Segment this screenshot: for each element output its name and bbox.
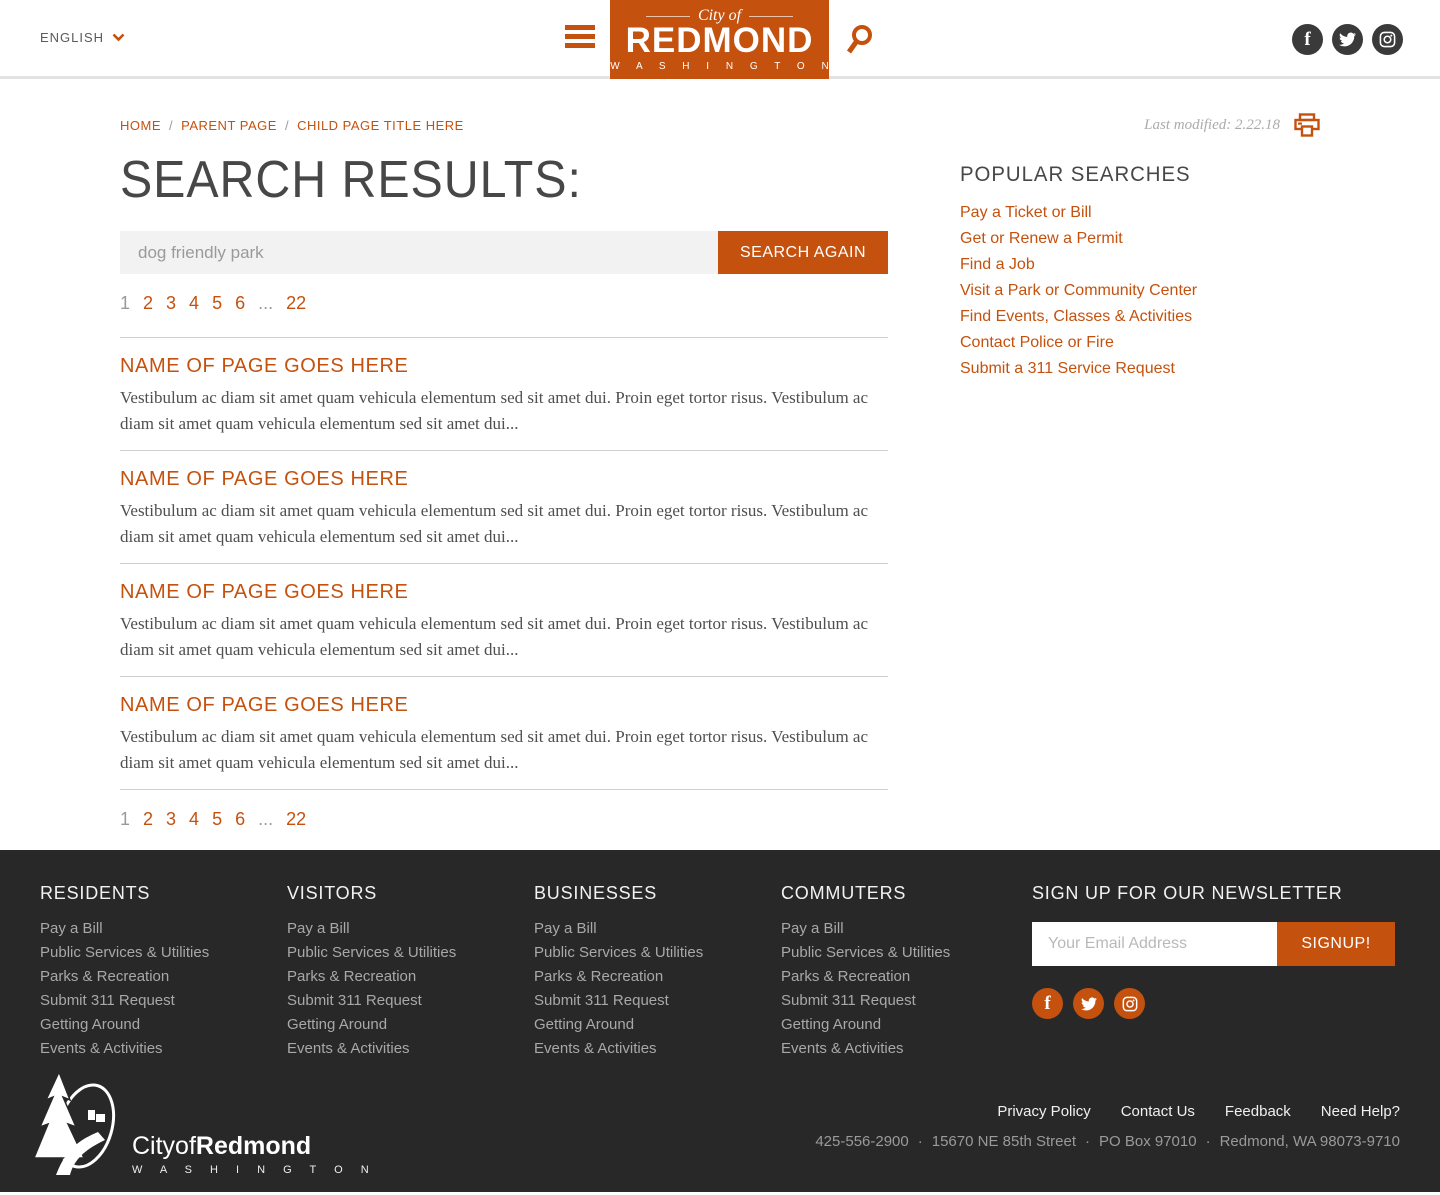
newsletter-signup-button[interactable]: SIGNUP! xyxy=(1277,922,1395,966)
footer-column xyxy=(781,883,1028,1061)
result-title-link[interactable]: NAME OF PAGE GOES HERE xyxy=(120,694,409,716)
footer-logo xyxy=(26,1072,376,1176)
instagram-icon[interactable] xyxy=(1372,24,1403,55)
footer-utility-link[interactable]: Feedback xyxy=(1224,1103,1291,1120)
result-item xyxy=(120,451,888,564)
footer-contact-info xyxy=(815,1133,1400,1150)
main-area xyxy=(0,79,1440,850)
footer-utility-links xyxy=(997,1103,1400,1120)
popular-search-link[interactable]: Find Events, Classes & Activities xyxy=(960,308,1193,325)
page-ellipsis: ... xyxy=(258,293,274,313)
chevron-down-icon xyxy=(112,33,125,42)
contact-separator: · xyxy=(1205,1133,1211,1150)
popular-searches-title: POPULAR SEARCHES xyxy=(960,163,1191,186)
results-list xyxy=(120,338,888,790)
search-input[interactable] xyxy=(120,231,718,274)
footer-column-title: RESIDENTS xyxy=(40,883,151,903)
footer-logo-redmond: Redmond xyxy=(195,1132,312,1160)
contact-item: 15670 NE 85th Street xyxy=(931,1133,1077,1150)
footer-link[interactable]: Submit 311 Request xyxy=(781,992,916,1009)
facebook-icon[interactable]: f xyxy=(1292,24,1323,55)
header-social-links xyxy=(1292,24,1403,55)
footer-column-title: VISITORS xyxy=(287,883,378,903)
footer-link[interactable]: Getting Around xyxy=(534,1016,635,1033)
contact-item: Redmond, WA 98073-9710 xyxy=(1219,1133,1400,1150)
language-selector[interactable] xyxy=(40,30,125,45)
footer-link[interactable]: Parks & Recreation xyxy=(781,968,911,985)
footer-logo-state: W A S H I N G T O N xyxy=(132,1164,377,1176)
footer-column-title: COMMUTERS xyxy=(781,883,907,903)
page-link[interactable]: 2 xyxy=(143,809,154,829)
result-snippet: Vestibulum ac diam sit amet quam vehicula elementum sed sit amet dui. Proin eget tortor risus. Vestibulum ac diam sit amet quam vehicula elementum sed sit amet dui... xyxy=(120,388,869,433)
footer-utility-link[interactable]: Privacy Policy xyxy=(997,1103,1091,1120)
page-ellipsis: ... xyxy=(258,809,274,829)
footer-column xyxy=(534,883,781,1061)
footer-logo-cityof: Cityof xyxy=(132,1132,196,1160)
twitter-icon[interactable] xyxy=(1073,988,1104,1019)
result-item xyxy=(120,677,888,790)
footer-link[interactable]: Public Services & Utilities xyxy=(40,944,210,961)
footer-link[interactable]: Parks & Recreation xyxy=(287,968,417,985)
top-header xyxy=(0,0,1440,79)
footer-link[interactable]: Events & Activities xyxy=(781,1040,904,1057)
city-seal-icon xyxy=(26,1072,124,1176)
footer-utility-link[interactable]: Contact Us xyxy=(1120,1103,1195,1120)
page-link[interactable]: 22 xyxy=(286,809,307,829)
footer-link[interactable]: Pay a Bill xyxy=(40,920,103,937)
facebook-icon[interactable]: f xyxy=(1032,988,1063,1019)
footer-link[interactable]: Public Services & Utilities xyxy=(534,944,704,961)
popular-search-link[interactable]: Find a Job xyxy=(960,256,1035,273)
page-link[interactable]: 5 xyxy=(212,809,223,829)
page-link[interactable]: 5 xyxy=(212,293,223,313)
footer-column xyxy=(40,883,287,1061)
breadcrumb-link[interactable]: HOME xyxy=(120,117,161,133)
newsletter-signup xyxy=(1032,883,1396,1019)
page-link[interactable]: 4 xyxy=(189,293,200,313)
popular-search-link[interactable]: Contact Police or Fire xyxy=(960,334,1114,351)
footer-link[interactable]: Parks & Recreation xyxy=(534,968,664,985)
page-link[interactable]: 4 xyxy=(189,809,200,829)
popular-search-link[interactable]: Get or Renew a Permit xyxy=(960,230,1123,247)
result-item xyxy=(120,338,888,451)
contact-separator: · xyxy=(1085,1133,1091,1150)
page-link[interactable]: 22 xyxy=(286,293,307,313)
footer-link[interactable]: Events & Activities xyxy=(534,1040,657,1057)
logo-redmond: REDMOND xyxy=(625,21,814,60)
logo-cityof: City of xyxy=(646,7,793,25)
footer-link[interactable]: Submit 311 Request xyxy=(534,992,669,1009)
footer-social-links xyxy=(1032,988,1396,1019)
logo-state: W A S H I N G T O N xyxy=(610,61,836,72)
pagination-top xyxy=(120,293,888,338)
page-link[interactable]: 2 xyxy=(143,293,154,313)
footer-link[interactable]: Pay a Bill xyxy=(534,920,597,937)
footer-link[interactable]: Public Services & Utilities xyxy=(781,944,951,961)
instagram-icon[interactable] xyxy=(1114,988,1145,1019)
breadcrumb-link[interactable]: CHILD PAGE TITLE HERE xyxy=(297,117,464,133)
search-results-section xyxy=(120,151,888,830)
result-snippet: Vestibulum ac diam sit amet quam vehicula elementum sed sit amet dui. Proin eget tortor risus. Vestibulum ac diam sit amet quam vehicula elementum sed sit amet dui... xyxy=(120,727,869,772)
popular-search-link[interactable]: Visit a Park or Community Center xyxy=(960,282,1198,299)
footer-link[interactable]: Events & Activities xyxy=(40,1040,163,1057)
result-item xyxy=(120,564,888,677)
footer-link[interactable]: Submit 311 Request xyxy=(40,992,175,1009)
contact-item: 425-556-2900 xyxy=(815,1133,909,1150)
result-snippet: Vestibulum ac diam sit amet quam vehicula elementum sed sit amet dui. Proin eget tortor risus. Vestibulum ac diam sit amet quam vehicula elementum sed sit amet dui... xyxy=(120,501,869,546)
language-label: ENGLISH xyxy=(40,30,105,45)
popular-searches-panel xyxy=(960,163,1320,382)
popular-search-link[interactable]: Submit a 311 Service Request xyxy=(960,360,1175,377)
page-link[interactable]: 3 xyxy=(166,293,177,313)
last-modified-label: Last modified: 2.22.18 xyxy=(1144,116,1280,133)
page-link[interactable]: 3 xyxy=(166,809,177,829)
contact-separator: · xyxy=(917,1133,923,1150)
print-icon[interactable] xyxy=(1294,113,1320,137)
footer-column xyxy=(287,883,534,1061)
contact-item: PO Box 97010 xyxy=(1099,1133,1197,1150)
footer-link[interactable]: Pay a Bill xyxy=(781,920,844,937)
breadcrumb xyxy=(120,118,464,133)
footer-link[interactable]: Events & Activities xyxy=(287,1040,410,1057)
footer-link[interactable]: Getting Around xyxy=(781,1016,882,1033)
menu-icon[interactable] xyxy=(565,25,595,52)
footer-utility-link[interactable]: Need Help? xyxy=(1320,1103,1400,1120)
footer xyxy=(0,850,1440,1192)
page-title: SEARCH RESULTS: xyxy=(120,151,582,209)
search-icon[interactable] xyxy=(845,24,875,59)
footer-column-title: BUSINESSES xyxy=(534,883,658,903)
page-link[interactable]: 6 xyxy=(235,293,246,313)
result-title-link[interactable]: NAME OF PAGE GOES HERE xyxy=(120,468,409,490)
footer-link[interactable]: Pay a Bill xyxy=(287,920,350,937)
pagination-bottom xyxy=(120,809,888,830)
twitter-icon[interactable] xyxy=(1332,24,1363,55)
site-logo[interactable] xyxy=(610,0,836,79)
footer-link[interactable]: Getting Around xyxy=(287,1016,388,1033)
footer-link[interactable]: Parks & Recreation xyxy=(40,968,170,985)
page-current: 1 xyxy=(120,293,131,313)
breadcrumb-separator: / xyxy=(284,117,290,133)
footer-link[interactable]: Getting Around xyxy=(40,1016,141,1033)
search-again-button[interactable]: SEARCH AGAIN xyxy=(718,231,888,274)
popular-search-link[interactable]: Pay a Ticket or Bill xyxy=(960,204,1092,221)
page-current: 1 xyxy=(120,809,131,829)
result-title-link[interactable]: NAME OF PAGE GOES HERE xyxy=(120,581,409,603)
result-snippet: Vestibulum ac diam sit amet quam vehicula elementum sed sit amet dui. Proin eget tortor risus. Vestibulum ac diam sit amet quam vehicula elementum sed sit amet dui... xyxy=(120,614,869,659)
footer-link[interactable]: Public Services & Utilities xyxy=(287,944,457,961)
footer-link[interactable]: Submit 311 Request xyxy=(287,992,422,1009)
page-link[interactable]: 6 xyxy=(235,809,246,829)
result-title-link[interactable]: NAME OF PAGE GOES HERE xyxy=(120,355,409,377)
breadcrumb-link[interactable]: PARENT PAGE xyxy=(181,117,277,133)
breadcrumb-separator: / xyxy=(169,117,174,133)
newsletter-email-input[interactable] xyxy=(1032,922,1277,966)
newsletter-title: SIGN UP FOR OUR NEWSLETTER xyxy=(1032,883,1343,903)
